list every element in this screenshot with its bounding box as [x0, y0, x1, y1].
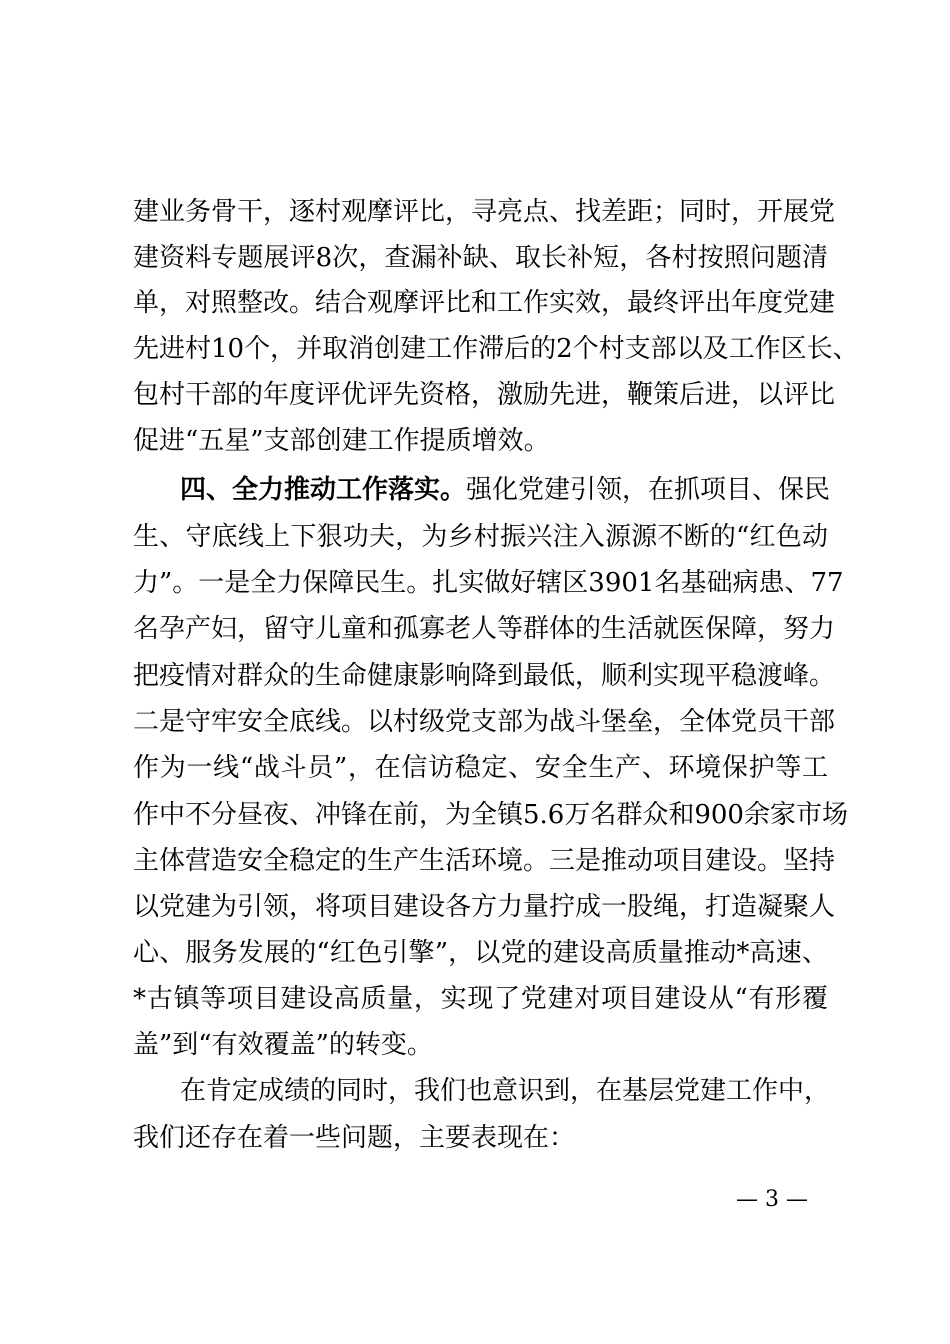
text-line: 建资料专题展评8次，查漏补缺、取长补短，各村按照问题清	[133, 243, 828, 273]
text-line: 主体营造安全稳定的生产生活环境。三是推动项目建设。坚持	[133, 846, 836, 876]
text-line: 名孕产妇，留守儿童和孤寡老人等群体的生活就医保障，努力	[133, 614, 836, 644]
text-line: *古镇等项目建设高质量，实现了党建对项目建设从“有形覆	[133, 984, 828, 1014]
text-line: 在肯定成绩的同时，我们也意识到，在基层党建工作中，	[180, 1076, 831, 1106]
text-line: 作为一线“战斗员”，在信访稳定、安全生产、环境保护等工	[133, 753, 828, 783]
text-line: 促进“五星”支部创建工作提质增效。	[133, 426, 550, 456]
text-line: 盖”到“有效覆盖”的转变。	[133, 1030, 433, 1060]
text-line: 我们还存在着一些问题，主要表现在：	[133, 1123, 576, 1153]
section-heading: 四、全力推动工作落实。	[180, 475, 467, 505]
text-line: 先进村10个，并取消创建工作滞后的2个村支部以及工作区长、	[133, 334, 859, 364]
text-line: 以党建为引领，将项目建设各方力量拧成一股绳，打造凝聚人	[133, 892, 836, 922]
text-line: 建业务骨干，逐村观摩评比，寻亮点、找差距；同时，开展党	[133, 197, 836, 227]
page-number: — 3 —	[736, 1187, 808, 1212]
text-line: 单，对照整改。结合观摩评比和工作实效，最终评出年度党建	[133, 288, 836, 318]
text-span: 强化党建引领，在抓项目、保民	[466, 475, 831, 505]
text-line: 心、服务发展的“红色引擎”，以党的建设高质量推动*高速、	[133, 938, 828, 968]
text-line: 力”。一是全力保障民生。扎实做好辖区3901名基础病患、77	[133, 568, 844, 598]
text-line: 作中不分昼夜、冲锋在前，为全镇5.6万名群众和900余家市场	[133, 800, 848, 830]
text-line	[180, 474, 831, 506]
text-line: 生、守底线上下狠功夫，为乡村振兴注入源源不断的“红色动	[133, 522, 828, 552]
text-line: 二是守牢安全底线。以村级党支部为战斗堡垒，全体党员干部	[133, 707, 836, 737]
text-line: 把疫情对群众的生命健康影响降到最低，顺利实现平稳渡峰。	[133, 661, 836, 691]
text-line: 包村干部的年度评优评先资格，激励先进，鞭策后进，以评比	[133, 380, 836, 410]
